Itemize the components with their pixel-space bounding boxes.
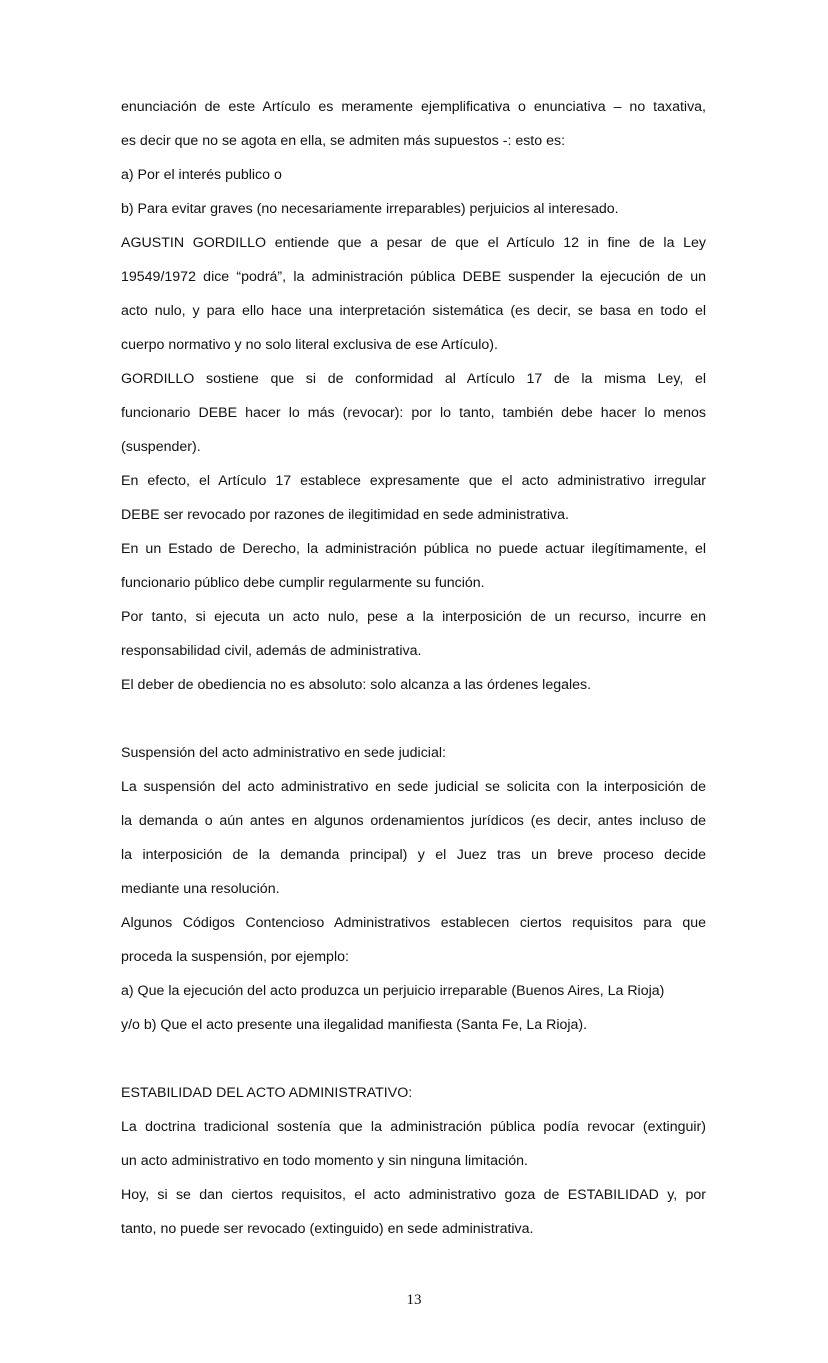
text-line: un acto administrativo en todo momento y sin ninguna limitación.	[121, 1153, 528, 1169]
page-number: 13	[406, 1292, 422, 1308]
text-line: responsabilidad civil, además de administrativa.	[121, 643, 422, 659]
text-line: funcionario DEBE hacer lo más (revocar): por lo tanto, también debe hacer lo menos	[121, 405, 706, 421]
text-line: Por tanto, si ejecuta un acto nulo, pese a la interposición de un recurso, incurre en	[121, 609, 706, 625]
text-line: a) Que la ejecución del acto produzca un perjuicio irreparable (Buenos Aires, La Rioja)	[121, 983, 665, 999]
text-line: a) Por el interés publico o	[121, 167, 282, 183]
text-line: El deber de obediencia no es absoluto: solo alcanza a las órdenes legales.	[121, 677, 592, 693]
text-line: mediante una resolución.	[121, 881, 280, 897]
text-line: En efecto, el Artículo 17 establece expresamente que el acto administrativo irregular	[121, 473, 706, 489]
text-line: La suspensión del acto administrativo en sede judicial se solicita con la interposición de	[121, 779, 706, 795]
body-text	[121, 93, 706, 1249]
text-line: tanto, no puede ser revocado (extinguido) en sede administrativa.	[121, 1221, 534, 1237]
text-line: Hoy, si se dan ciertos requisitos, el acto administrativo goza de ESTABILIDAD y, por	[121, 1187, 706, 1203]
text-line: la demanda o aún antes en algunos ordenamientos jurídicos (es decir, antes incluso de	[121, 813, 706, 829]
text-line: La doctrina tradicional sostenía que la administración pública podía revocar (extinguir)	[121, 1119, 706, 1135]
text-line: la interposición de la demanda principal) y el Juez tras un breve proceso decide	[121, 847, 706, 863]
text-line: AGUSTIN GORDILLO entiende que a pesar de que el Artículo 12 in fine de la Ley	[121, 235, 706, 251]
text-line: GORDILLO sostiene que si de conformidad al Artículo 17 de la misma Ley, el	[121, 371, 706, 387]
section-heading: Suspensión del acto administrativo en sede judicial:	[121, 745, 446, 761]
blank-line	[121, 1045, 706, 1079]
text-line: En un Estado de Derecho, la administración pública no puede actuar ilegítimamente, el	[121, 541, 706, 557]
blank-line	[121, 705, 706, 739]
text-line: DEBE ser revocado por razones de ilegitimidad en sede administrativa.	[121, 507, 569, 523]
section-heading: ESTABILIDAD DEL ACTO ADMINISTRATIVO:	[121, 1085, 413, 1101]
text-line: funcionario público debe cumplir regularmente su función.	[121, 575, 485, 591]
text-line: enunciación de este Artículo es meramente ejemplificativa o enunciativa – no taxativa,	[121, 99, 706, 115]
text-line: (suspender).	[121, 439, 201, 455]
text-line: proceda la suspensión, por ejemplo:	[121, 949, 349, 965]
text-line: Algunos Códigos Contencioso Administrativos establecen ciertos requisitos para que	[121, 915, 706, 931]
text-line: 19549/1972 dice “podrá”, la administración pública DEBE suspender la ejecución de un	[121, 269, 706, 285]
text-line: es decir que no se agota en ella, se admiten más supuestos -: esto es:	[121, 133, 566, 149]
text-line: acto nulo, y para ello hace una interpretación sistemática (es decir, se basa en todo el	[121, 303, 706, 319]
text-line: b) Para evitar graves (no necesariamente irreparables) perjuicios al interesado.	[121, 201, 619, 217]
text-line: y/o b) Que el acto presente una ilegalidad manifiesta (Santa Fe, La Rioja).	[121, 1017, 588, 1033]
text-line: cuerpo normativo y no solo literal exclusiva de ese Artículo).	[121, 337, 498, 353]
